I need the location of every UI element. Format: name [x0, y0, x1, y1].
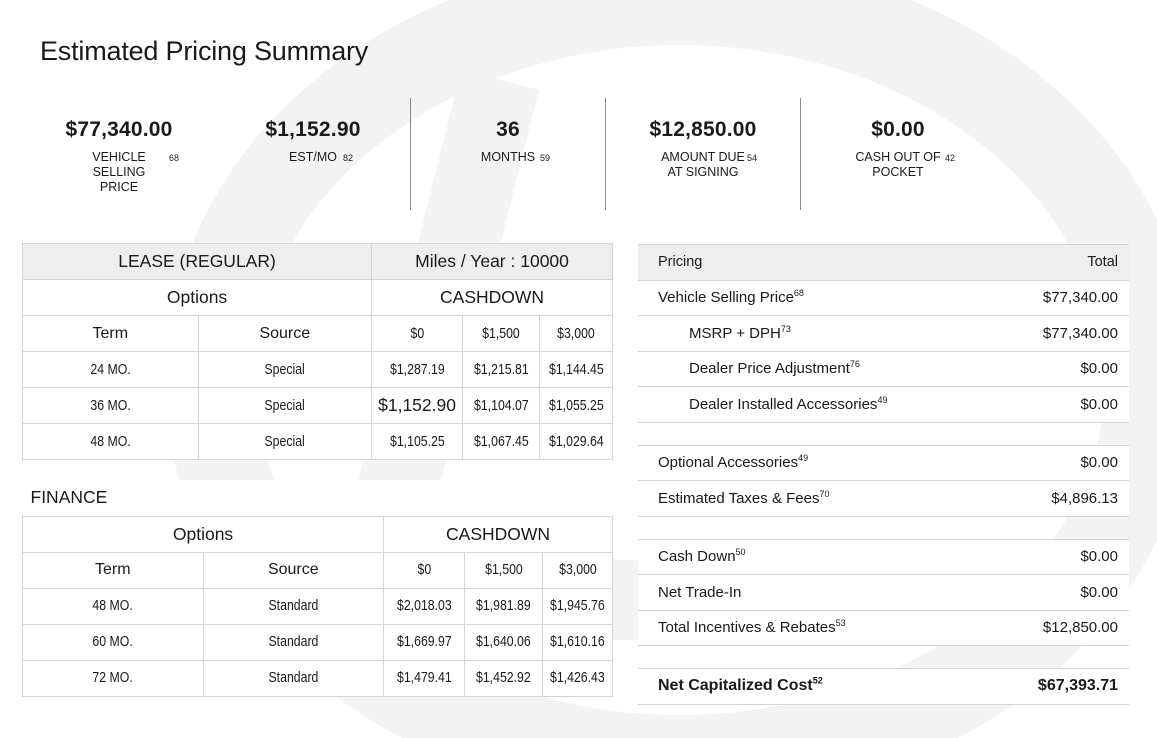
summary-value: $77,340.00: [65, 118, 173, 141]
lease-payment-option[interactable]: $1,215.81: [463, 352, 540, 388]
pricing-header-total: Total: [1007, 245, 1129, 281]
summary-months: [411, 98, 605, 210]
footnote-ref[interactable]: 49: [798, 453, 809, 464]
summary-cash-out-of-pocket: [801, 98, 995, 210]
pricing-label: Dealer Installed Accessories$^{49}$: [638, 387, 1007, 423]
pricing-row: [638, 387, 1129, 423]
summary-label: EST/MO: [289, 150, 337, 164]
finance-source: Standard: [203, 588, 384, 624]
pricing-row: [638, 481, 1129, 517]
table-row: [23, 588, 613, 624]
summary-value: 36: [496, 118, 520, 141]
footnote-ref[interactable]: 49: [877, 394, 888, 405]
pricing-amount: $0.00: [1007, 387, 1129, 423]
table-row: [23, 424, 613, 460]
lease-title: LEASE (REGULAR): [23, 244, 372, 280]
lease-payment-option[interactable]: $1,067.45: [463, 424, 540, 460]
lease-source: Special: [198, 424, 372, 460]
finance-column-header-row: [23, 552, 613, 588]
summary-label: AMOUNT DUE AT SIGNING: [661, 150, 745, 179]
pricing-amount: $0.00: [990, 575, 1129, 611]
footnote-ref[interactable]: 54: [747, 153, 758, 163]
lease-term: 36 MO.: [23, 388, 199, 424]
pricing-table-net: [638, 668, 1129, 705]
lease-source-header: Source: [198, 316, 372, 352]
pricing-amount: $77,340.00: [1007, 280, 1129, 316]
pricing-amount: $4,896.13: [992, 481, 1129, 517]
footnote-ref[interactable]: 52: [812, 675, 823, 686]
lease-source: Special: [198, 352, 372, 388]
finance-cashdown-1500: $1,500: [465, 552, 543, 588]
summary-label: VEHICLE SELLING PRICE: [92, 150, 146, 194]
footnote-ref[interactable]: 53: [835, 618, 846, 629]
footnote-ref[interactable]: 73: [780, 323, 791, 334]
lease-cashdown-label: CASHDOWN: [372, 280, 613, 316]
lease-payment-option[interactable]: $1,287.19: [372, 352, 463, 388]
table-row: [23, 352, 613, 388]
lease-payment-option[interactable]: $1,055.25: [539, 388, 612, 424]
summary-label: CASH OUT OF POCKET: [855, 150, 941, 179]
pricing-label: Cash Down$^{50}$: [638, 539, 990, 575]
lease-payment-option[interactable]: $1,105.25: [372, 424, 463, 460]
finance-cashdown-3000: $3,000: [542, 552, 612, 588]
summary-value: $12,850.00: [649, 118, 757, 141]
summary-est-mo: [216, 98, 410, 210]
pricing-row: [638, 351, 1129, 387]
pricing-header-label: Pricing: [638, 245, 1007, 281]
finance-options-label: Options: [23, 516, 384, 552]
finance-header-row: [23, 480, 613, 516]
finance-table: [22, 480, 613, 697]
lease-header-row: [23, 244, 613, 280]
lease-cashdown-1500: $1,500: [463, 316, 540, 352]
pricing-table-extras: [638, 445, 1129, 517]
table-row: [23, 388, 613, 424]
lease-column-header-row: [23, 316, 613, 352]
summary-bar: [22, 98, 1002, 210]
footnote-ref[interactable]: 59: [540, 153, 551, 163]
pricing-row: [638, 575, 1129, 611]
pricing-amount: $12,850.00: [990, 610, 1129, 646]
finance-source-header: Source: [203, 552, 384, 588]
footnote-ref[interactable]: 76: [849, 359, 860, 370]
finance-payment-option[interactable]: $2,018.03: [384, 588, 465, 624]
finance-payment-option[interactable]: $1,452.92: [465, 660, 543, 696]
footnote-ref[interactable]: 68: [169, 153, 180, 163]
finance-payment-option[interactable]: $1,981.89: [465, 588, 543, 624]
finance-term: 60 MO.: [23, 624, 204, 660]
pricing-label: Optional Accessories$^{49}$: [638, 445, 992, 481]
lease-source: Special: [198, 388, 372, 424]
summary-label: MONTHS: [480, 150, 536, 164]
pricing-amount: $0.00: [992, 445, 1129, 481]
finance-cashdown-0: $0: [384, 552, 465, 588]
footnote-ref[interactable]: 70: [819, 488, 830, 499]
finance-payment-option[interactable]: $1,426.43: [542, 660, 612, 696]
pricing-table-main: [638, 244, 1129, 423]
lease-table: [22, 243, 613, 460]
table-row: [23, 624, 613, 660]
finance-source: Standard: [203, 624, 384, 660]
lease-payment-option[interactable]: $1,104.07: [463, 388, 540, 424]
finance-term-header: Term: [23, 552, 204, 588]
lease-term: 24 MO.: [23, 352, 199, 388]
pricing-label: Dealer Price Adjustment$^{76}$: [638, 351, 1007, 387]
net-capitalized-cost-amount: $67,393.71: [973, 669, 1129, 705]
pricing-breakdown: [638, 244, 1129, 705]
finance-payment-option[interactable]: $1,945.76: [542, 588, 612, 624]
pricing-label: MSRP + $DPH^{73}$: [638, 316, 1007, 352]
pricing-amount: $0.00: [990, 539, 1129, 575]
summary-value: $0.00: [871, 118, 925, 141]
finance-source: Standard: [203, 660, 384, 696]
lease-cashdown-3000: $3,000: [539, 316, 612, 352]
pricing-row: [638, 316, 1129, 352]
summary-value: $1,152.90: [265, 118, 361, 141]
footnote-ref[interactable]: 82: [343, 153, 354, 163]
lease-payment-option[interactable]: $1,029.64: [539, 424, 612, 460]
finance-payment-option[interactable]: $1,479.41: [384, 660, 465, 696]
net-capitalized-cost-row: [638, 669, 1129, 705]
pricing-row: [638, 539, 1129, 575]
pricing-row: [638, 280, 1129, 316]
table-row: [23, 660, 613, 696]
pricing-label: Net Trade-In: [638, 575, 990, 611]
lease-term: 48 MO.: [23, 424, 199, 460]
finance-title: FINANCE: [23, 480, 613, 516]
lease-payment-option-selected[interactable]: $1,152.90: [372, 388, 463, 424]
finance-payment-option[interactable]: $1,610.16: [542, 624, 612, 660]
finance-payment-option[interactable]: $1,669.97: [384, 624, 465, 660]
pricing-label: Vehicle Selling Price$^{68}$: [638, 280, 1007, 316]
lease-miles: Miles / Year : 10000: [372, 244, 613, 280]
pricing-label: Net Capitalized Cost$^{52}$: [638, 669, 973, 705]
lease-cashdown-0: $0: [372, 316, 463, 352]
lease-options-label: Options: [23, 280, 372, 316]
footnote-ref[interactable]: 42: [945, 153, 956, 163]
finance-cashdown-label: CASHDOWN: [384, 516, 613, 552]
pricing-table-credits: [638, 539, 1129, 647]
page-title: Estimated Pricing Summary: [40, 36, 369, 66]
lease-payment-option[interactable]: $1,144.45: [539, 352, 612, 388]
pricing-label: Total Incentives & Rebates$^{53}$: [638, 610, 990, 646]
pricing-row: [638, 610, 1129, 646]
summary-amount-due: [606, 98, 800, 210]
finance-group-row: [23, 516, 613, 552]
lease-group-row: [23, 280, 613, 316]
pricing-amount: $0.00: [1007, 351, 1129, 387]
pricing-header-row: [638, 245, 1129, 281]
summary-vehicle-selling-price: [22, 98, 216, 210]
pricing-row: [638, 445, 1129, 481]
pricing-label: Estimated Taxes & Fees$^{70}$: [638, 481, 992, 517]
finance-term: 48 MO.: [23, 588, 204, 624]
footnote-ref[interactable]: 68: [793, 288, 804, 299]
pricing-amount: $77,340.00: [1007, 316, 1129, 352]
finance-payment-option[interactable]: $1,640.06: [465, 624, 543, 660]
footnote-ref[interactable]: 50: [735, 547, 746, 558]
lease-term-header: Term: [23, 316, 199, 352]
finance-term: 72 MO.: [23, 660, 204, 696]
